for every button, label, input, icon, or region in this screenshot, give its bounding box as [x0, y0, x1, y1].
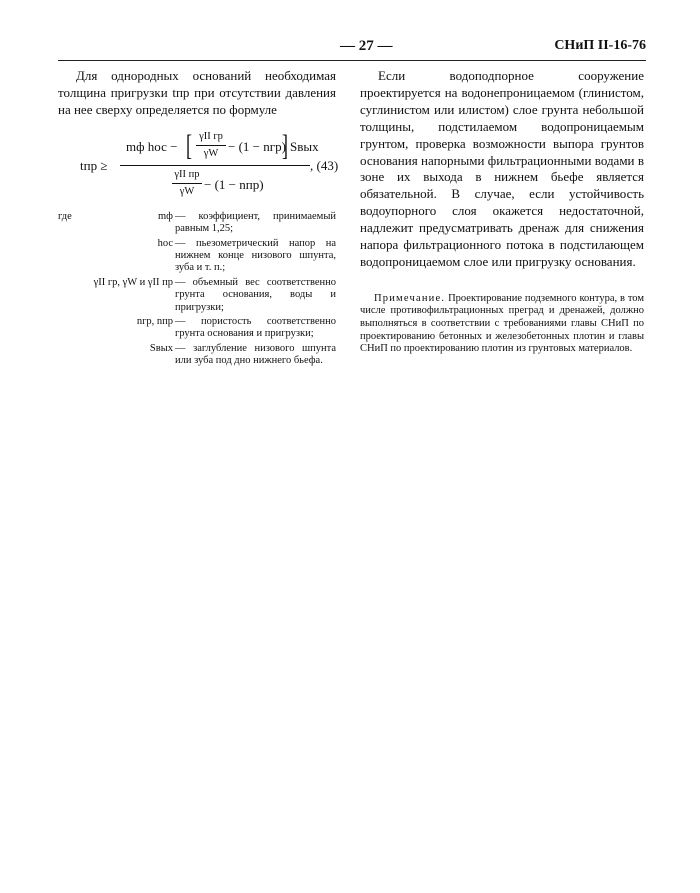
definition-symbol: γII гр, γW и γII пр: [93, 276, 173, 288]
definition-text: объемный вес соответственно грунта основания, воды и пригрузки;: [175, 276, 337, 313]
definition-text: пористость соответственно грунта основания и пригрузки;: [175, 315, 337, 340]
numerator-lead: mф hос −: [126, 138, 178, 154]
formula-lhs: tпр ≥: [80, 157, 108, 173]
definition-symbol: Sвых: [149, 342, 173, 354]
definitions-block: [58, 211, 336, 368]
note-text: Проектирование подземного контура, в том числе противофильтрационных преград и дренажей, должно выполняться в соответствии с требованиями главы СНиП по проектированию бетонных и железобетонных плотин и главы СНиП по проектированию плотин из грунтовых материалов.: [360, 292, 645, 355]
page-header: [58, 38, 646, 60]
formula-numerator: [120, 128, 319, 162]
intro-text: Для однородных оснований необходимая толщина пригрузки tпр при отсутствии давления на нее сверху определяется по формуле: [58, 68, 336, 117]
page-number: — 27 —: [340, 38, 393, 54]
where-word: где: [58, 210, 72, 222]
main-paragraph-text: Если водоподпорное сооружение проектируется на водонепроницаемом (глинистом, суглинистом или илистом) слое грунта небольшой толщины, подстилаемом водопроницаемым грунтом, проверка возможности выпора грунтов основания напорными фильтрационными водами в зоне их выхода в нижнем бьефе является обязательной. В случае, если устойчивость водоупорного слоя окажется недостаточной, надлежит предусматривать дренаж для снижения напора фильтрационного потока в подстилающем водопроницаемом слое или пригрузку основания.: [360, 68, 644, 269]
formula-number: , (43): [310, 157, 339, 173]
main-paragraph: [360, 68, 644, 271]
definition-symbol: hос: [157, 237, 173, 249]
document-code: СНиП II-16-76: [554, 38, 646, 53]
inner-top: γII гр: [199, 130, 223, 142]
numerator-inner-fraction: [196, 131, 226, 160]
right-column: [360, 68, 644, 356]
den-inner-bottom: γW: [179, 185, 195, 197]
inner-bottom: γW: [203, 147, 219, 159]
definition-item: γII гр, γW и γII пр — объемный вес соответственно грунта основания, воды и пригрузки;: [93, 276, 337, 313]
denominator-inner-fraction: [172, 169, 202, 198]
definition-text: заглубление низового шпунта или зуба под дно нижнего бьефа.: [175, 342, 336, 367]
fraction-bar: [120, 165, 310, 166]
denominator-mid: − (1 − nпр): [204, 176, 264, 192]
formula-43: [58, 128, 339, 201]
note-label: Примечание.: [374, 292, 446, 304]
left-column: [58, 68, 339, 370]
definition-text: пьезометрический напор на нижнем конце низового шпунта, зуба и т. п.;: [175, 237, 337, 274]
definition-text: коэффициент, принимаемый равным 1,25;: [175, 210, 336, 235]
definition-item: Sвых — заглубление низового шпунта или зуба под дно нижнего бьефа.: [149, 342, 336, 367]
numerator-tail: Sвых: [290, 138, 319, 154]
header-rule: [58, 60, 646, 61]
definition-item: hос — пьезометрический напор на нижнем конце низового шпунта, зуба и т. п.;: [157, 237, 337, 274]
intro-paragraph: [58, 68, 336, 119]
definition-item: nгр, nпр — пористость соответственно грунта основания и пригрузки;: [136, 315, 337, 340]
bracket-left: [: [186, 128, 192, 162]
den-inner-bar: [172, 183, 202, 184]
inner-bar: [196, 145, 226, 146]
bracket-right: ]: [282, 128, 288, 162]
definition-symbol: nгр, nпр: [136, 315, 173, 327]
den-inner-top: γII пр: [174, 168, 200, 180]
definition-item: mф — коэффициент, принимаемый равным 1,25;: [158, 210, 336, 235]
numerator-mid: − (1 − nгр): [228, 138, 286, 154]
note-paragraph: [360, 293, 644, 356]
definition-symbol: mф: [158, 210, 173, 222]
formula-denominator: [172, 169, 282, 199]
